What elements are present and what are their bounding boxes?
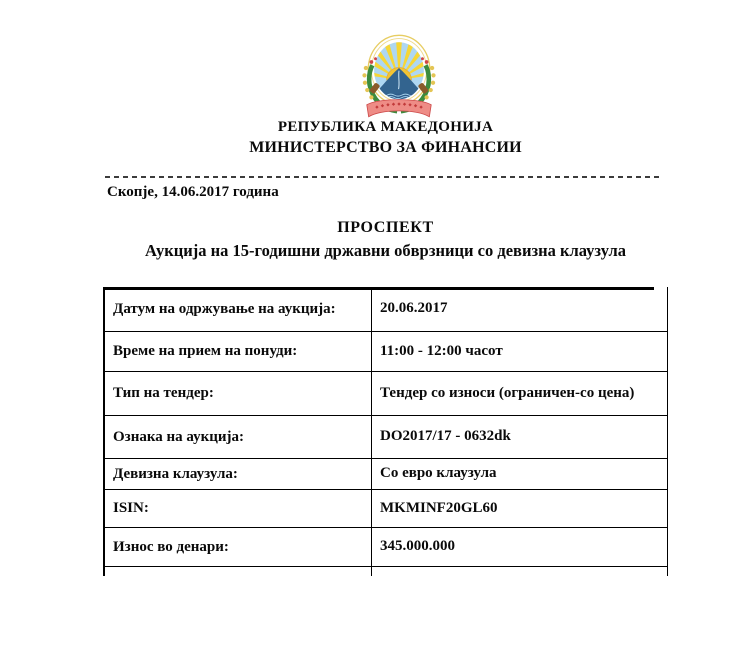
row-value: Со евро клаузула	[380, 465, 497, 482]
table-row	[105, 528, 667, 567]
ministry-name: МИНИСТЕРСТВО ЗА ФИНАНСИИ	[249, 139, 522, 156]
dashed-divider	[105, 176, 662, 178]
macedonia-coat-of-arms-icon	[353, 27, 445, 120]
table-row-partial	[105, 567, 667, 576]
document-subtitle: Аукција на 15-годишни државни обврзници со девизна клаузула	[144, 241, 627, 260]
row-value: 20.06.2017	[380, 300, 448, 317]
place-date-line: Скопје, 14.06.2017 година	[107, 184, 279, 200]
row-value: 11:00 - 12:00 часот	[380, 342, 503, 359]
row-value	[372, 567, 667, 576]
row-value: Тендер со износи (ограничен-со цена)	[380, 384, 635, 401]
row-label: Време на прием на понуди:	[105, 332, 372, 371]
row-label	[105, 567, 372, 576]
row-label: Износ во денари:	[105, 528, 372, 566]
row-label: Датум на одржување на аукција:	[105, 287, 372, 331]
table-row	[105, 459, 667, 490]
table-row	[105, 287, 667, 332]
row-label: Девизна клаузула:	[105, 459, 372, 489]
row-label: ISIN:	[105, 490, 372, 527]
table-row	[105, 332, 667, 372]
row-value: 345.000.000	[380, 538, 455, 555]
table-row	[105, 490, 667, 528]
table-row	[105, 372, 667, 416]
table-row	[105, 416, 667, 459]
row-label: Ознака на аукција:	[105, 416, 372, 458]
row-value: DO2017/17 - 0632dk	[380, 428, 511, 445]
country-name: РЕПУБЛИКА МАКЕДОНИЈА	[277, 119, 494, 135]
document-title: ПРОСПЕКТ	[337, 219, 434, 236]
auction-details-table	[103, 287, 668, 576]
row-value: MKMINF20GL60	[380, 499, 498, 516]
row-label: Тип на тендер:	[105, 372, 372, 415]
